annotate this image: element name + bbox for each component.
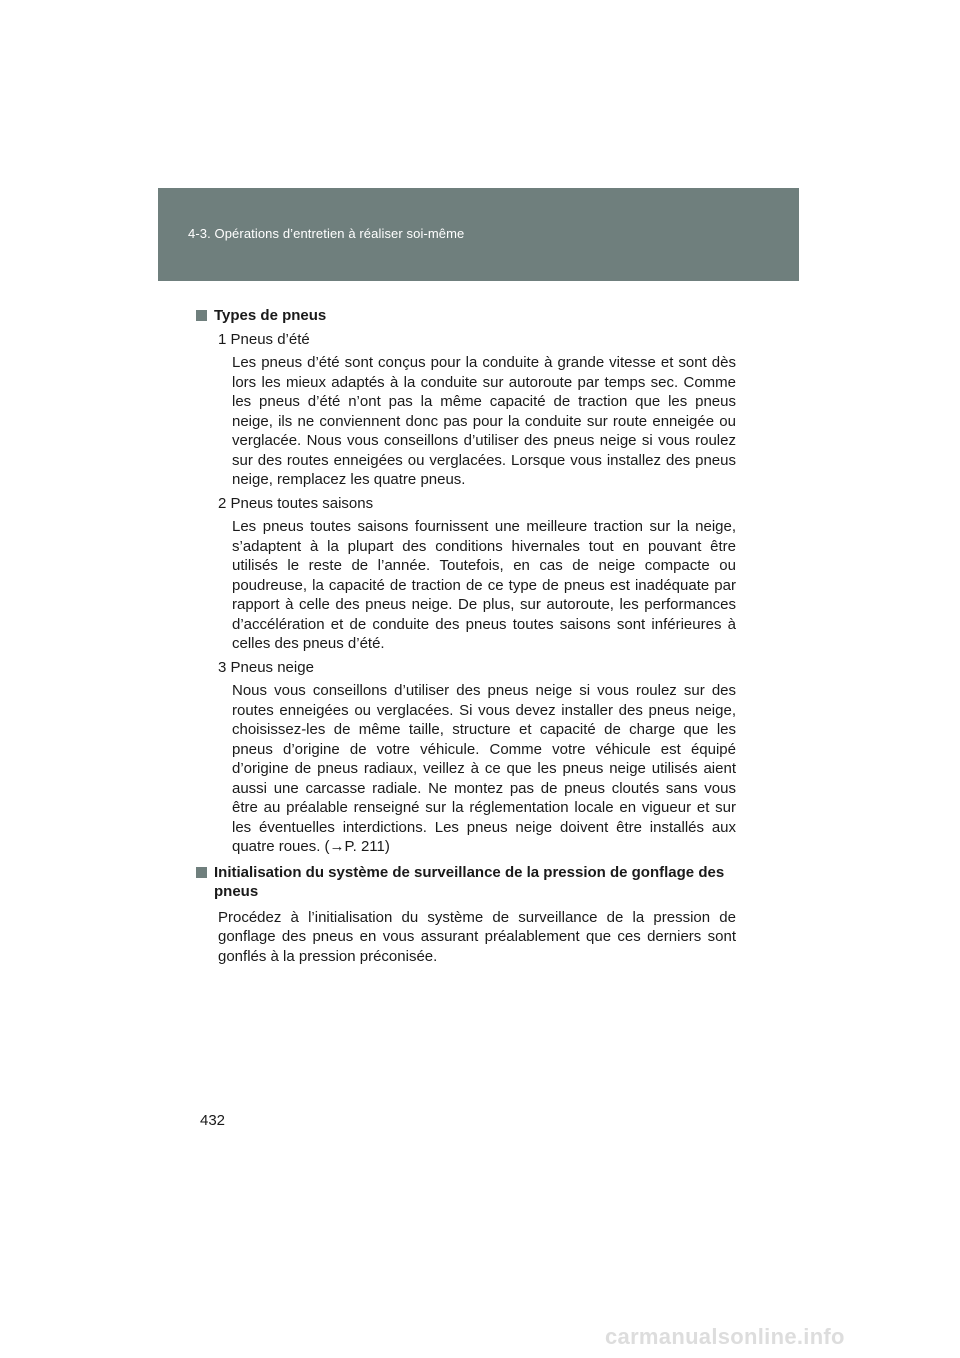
- section-tpms-init-body: Procédez à l’initialisation du système de surveillance de la pression de gonflage des pneus en vous assurant préalablement que ces derniers sont gonflés à la pression préconisée.: [218, 908, 736, 965]
- section-title-tpms-init: [196, 863, 736, 902]
- square-bullet-icon: [196, 867, 207, 878]
- chapter-title: 4-3. Opérations d’entretien à réaliser soi-même: [188, 226, 465, 241]
- item-snow-tires-body: Nous vous conseillons d’utiliser des pneus neige si vous roulez sur des routes enneigées ou verglacées. Si vous devez installer des pneus neige, choisissez-les de même taille, structure et capacité de charge que les pneus d’origine de votre véhicule. Comme votre véhicule est équipé d’origine de pneus radiaux, veillez à ce que les pneus neige utilisés aient aussi une carcasse radiale. Ne montez pas de pneus cloutés sans vous être au préalable renseigné sur la réglementation locale en vigueur et sur les éventuelles interdictions. Les pneus neige doivent être installés aux quatre roues. (→P. 211): [232, 682, 736, 855]
- chapter-header-band: [158, 188, 799, 281]
- item-all-season-tires-body: Les pneus toutes saisons fournissent une meilleure traction sur la neige, s’adaptent à la plupart des conditions hivernales tout en pouvant être utilisés le reste de l’année. Toutefois, en cas de neige compacte ou poudreuse, la capacité de traction de ce type de pneus est inadéquate par rapport à celle des pneus neige. De plus, sur autoroute, les performances d’accélération et de conduite des pneus toutes saisons sont inférieures à celles des pneus d’été.: [232, 518, 736, 652]
- section-title-text: Initialisation du système de surveillance de la pression de gonflage des pneus: [214, 863, 725, 900]
- page-number: 432: [200, 1112, 226, 1129]
- item-summer-tires-body: Les pneus d’été sont conçus pour la conduite à grande vitesse et sont dès lors les mieux adaptés à la conduite sur autoroute par temps sec. Comme les pneus d’été n’ont pas la même capacité de traction que les pneus neige, ils ne conviennent donc pas pour la conduite sur route enneigée ou verglacée. Nous vous conseillons d’utiliser des pneus neige si vous roulez sur des routes enneigées ou verglacées. Lorsque vous installez des pneus neige, remplacez les quatre pneus.: [232, 354, 736, 488]
- watermark-logo: carmanualsonline.info: [605, 1324, 845, 1349]
- item-snow-tires-head: 3 Pneus neige: [218, 658, 314, 676]
- item-all-season-tires-head: 2 Pneus toutes saisons: [218, 494, 374, 512]
- section-title-tire-types: [196, 306, 736, 326]
- section-title-text: Types de pneus: [214, 307, 327, 324]
- page-content: [196, 306, 736, 966]
- item-summer-tires-head: 1 Pneus d’été: [218, 330, 310, 348]
- square-bullet-icon: [196, 310, 207, 321]
